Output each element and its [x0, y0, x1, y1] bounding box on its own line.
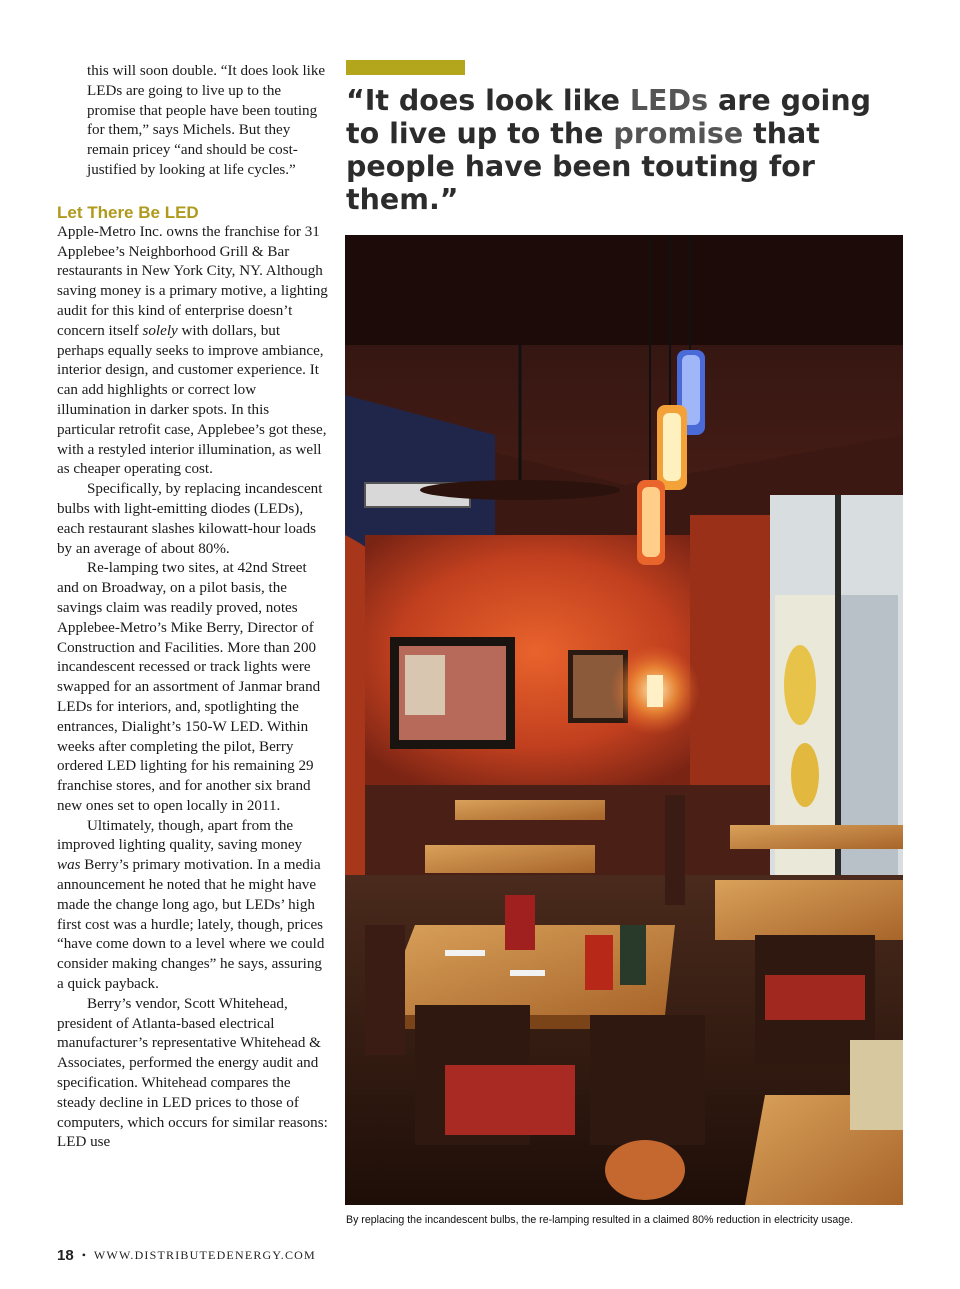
quote-accent-bar — [346, 60, 465, 75]
section-heading: Let There Be LED — [57, 202, 199, 222]
page-number: 18 — [57, 1246, 74, 1264]
paragraph-4 — [57, 817, 329, 995]
website-url[interactable]: WWW.DISTRIBUTEDENERGY.COM — [93, 1247, 316, 1262]
pull-quote-highlight-1: LEDs — [629, 84, 709, 117]
paragraph-3: Re-lamping two sites, at 42nd Street and on Broadway, on a pilot basis, the savings claim was readily proved, notes Applebee-Metro’s Mike Berry, Director of Construction and Facilities. More than 200 incandescent recessed or track lights were swapped for an assortment of Janmar brand LEDs for interiors, and, spotlighting the entrances, Dialight’s 150-W LED. Within weeks after completing the pilot, Berry ordered LED lighting for his remaining 29 franchise stores, and for another six brand new ones set to open locally in 2011. — [57, 560, 321, 814]
pull-quote-part-3: that people have been touting for them.” — [346, 117, 820, 216]
pull-quote — [346, 84, 906, 216]
article-body — [57, 223, 329, 1153]
paragraph-4-text-a: Ultimately, though, apart from the improved lighting quality, saving money — [57, 817, 303, 854]
intro-paragraph: this will soon double. “It does look like LEDs are going to live up to the promise that people have been touting for them,” says Michels. But they remain pricey “and should be cost-justified by looking at life cycles.” — [87, 63, 326, 178]
pull-quote-highlight-2: promise — [613, 117, 744, 150]
paragraph-1-text-b: with dollars, but perhaps equally seeks to improve ambiance, interior design, and customer experience. It can add highlights or correct low illumination in darker spots. In this particular retrofit case, Applebee’s got these, with a restyled interior illumination, as well as cheaper operating cost. — [57, 322, 327, 478]
paragraph-5: Berry’s vendor, Scott Whitehead, president of Atlanta-based electrical manufacturer’s representative Whitehead & Associates, performed the energy audit and specification. Whitehead compares the steady decline in LED prices to those of computers, which occurs for similar reasons: LED use — [57, 995, 328, 1151]
paragraph-4-emphasis: was — [57, 857, 81, 874]
paragraph-1-text-a: Apple-Metro Inc. owns the franchise for 31 Applebee’s Neighborhood Grill & Bar restaurants in New York City, NY. Although saving money is a primary motive, a lighting audit for this kind of enterprise doesn’t concern itself — [57, 223, 328, 339]
pull-quote-part-2: are going to live up to the — [346, 84, 872, 150]
pull-quote-part-1: “It does look like — [346, 84, 630, 117]
footer-bullet: • — [81, 1247, 86, 1262]
restaurant-photo — [345, 235, 903, 1205]
paragraph-4-text-b: Berry’s primary motivation. In a media announcement he noted that he might have made the change long ago, but LEDs’ high first cost was a hurdle; lately, though, prices “have come down to a level where we could consider making changes” he says, assuring a quick payback. — [57, 857, 325, 993]
paragraph-2: Specifically, by replacing incandescent bulbs with light-emitting diodes (LEDs), each restaurant slashes kilowatt-hour loads by an average of about 80%. — [57, 481, 323, 557]
photo-caption: By replacing the incandescent bulbs, the re-lamping resulted in a claimed 80% reduction in electricity usage. — [346, 1214, 854, 1226]
page-footer — [57, 1245, 316, 1265]
paragraph-1 — [57, 223, 329, 480]
article-column — [57, 62, 329, 1153]
paragraph-1-emphasis: solely — [142, 322, 178, 339]
